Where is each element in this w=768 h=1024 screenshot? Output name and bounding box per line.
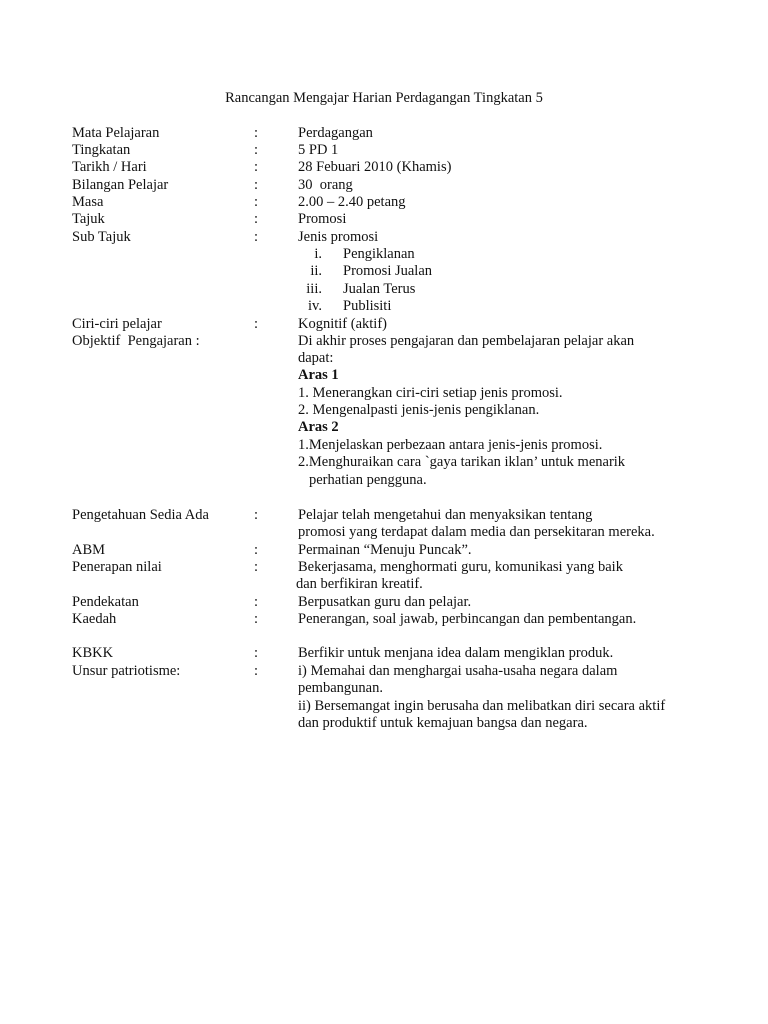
value-mata-pelajaran: Perdagangan xyxy=(298,125,373,141)
value-sub-tajuk: Jenis promosi xyxy=(298,229,379,245)
label-kbkk: KBKK xyxy=(72,645,114,661)
label-tajuk: Tajuk xyxy=(72,211,105,227)
label-pengetahuan-sedia-ada: Pengetahuan Sedia Ada xyxy=(72,507,209,523)
aras-1-item: 1. Menerangkan ciri-ciri setiap jenis promosi. xyxy=(298,385,563,401)
document-title: Rancangan Mengajar Harian Perdagangan Tingkatan 5 xyxy=(225,90,543,106)
value-kaedah: Penerangan, soal jawab, perbincangan dan pembentangan. xyxy=(298,611,637,627)
list-item: Pengiklanan xyxy=(343,246,415,262)
value-masa: 2.00 – 2.40 petang xyxy=(298,194,406,210)
value-abm: Permainan “Menuju Puncak”. xyxy=(298,542,472,558)
colon: : xyxy=(254,663,259,679)
list-number: ii. xyxy=(310,263,322,279)
colon: : xyxy=(254,229,259,245)
colon: : xyxy=(254,177,259,193)
colon: : xyxy=(254,645,259,661)
colon: : xyxy=(254,194,259,210)
value-bilangan-pelajar: 30 orang xyxy=(298,177,353,193)
label-mata-pelajaran: Mata Pelajaran xyxy=(72,125,160,141)
label-tarikh-hari: Tarikh / Hari xyxy=(72,159,147,175)
label-unsur-patriotisme: Unsur patriotisme: xyxy=(72,663,181,679)
aras-1-item: 2. Mengenalpasti jenis-jenis pengiklanan. xyxy=(298,402,540,418)
value-patriotisme-line: i) Memahai dan menghargai usaha-usaha negara dalam xyxy=(298,663,618,679)
colon: : xyxy=(254,611,259,627)
label-objektif-pengajaran: Objektif Pengajaran : xyxy=(72,333,200,349)
value-pendekatan: Berpusatkan guru dan pelajar. xyxy=(298,594,472,610)
list-number: i. xyxy=(314,246,322,262)
label-penerapan-nilai: Penerapan nilai xyxy=(72,559,162,575)
value-patriotisme-line: pembangunan. xyxy=(298,680,383,696)
colon: : xyxy=(254,316,259,332)
value-kbkk: Berfikir untuk menjana idea dalam mengiklan produk. xyxy=(298,645,614,661)
label-abm: ABM xyxy=(72,542,106,558)
colon: : xyxy=(254,559,259,575)
list-item: Jualan Terus xyxy=(343,281,416,297)
label-pendekatan: Pendekatan xyxy=(72,594,139,610)
value-penerapan-line: dan berfikiran kreatif. xyxy=(296,576,423,592)
colon: : xyxy=(254,125,259,141)
aras-1-heading: Aras 1 xyxy=(298,367,339,383)
aras-2-heading: Aras 2 xyxy=(298,419,339,435)
value-penerapan-line: Bekerjasama, menghormati guru, komunikasi yang baik xyxy=(298,559,623,575)
colon: : xyxy=(254,211,259,227)
value-patriotisme-line: dan produktif untuk kemajuan bangsa dan negara. xyxy=(298,715,588,731)
value-patriotisme-line: ii) Bersemangat ingin berusaha dan melibatkan diri secara aktif xyxy=(298,698,666,714)
objektif-intro-line: Di akhir proses pengajaran dan pembelajaran pelajar akan xyxy=(298,333,635,349)
label-tingkatan: Tingkatan xyxy=(72,142,131,158)
colon: : xyxy=(254,542,259,558)
aras-2-item: 2.Menghuraikan cara `gaya tarikan iklan’ untuk menarik xyxy=(298,454,626,470)
list-item: Publisiti xyxy=(343,298,392,314)
list-item: Promosi Jualan xyxy=(343,263,433,279)
aras-2-item: 1.Menjelaskan perbezaan antara jenis-jenis promosi. xyxy=(298,437,603,453)
label-ciri-ciri-pelajar: Ciri-ciri pelajar xyxy=(72,316,162,332)
colon: : xyxy=(254,159,259,175)
label-masa: Masa xyxy=(72,194,104,210)
aras-2-item-continuation: perhatian pengguna. xyxy=(309,472,427,488)
value-ciri-ciri-pelajar: Kognitif (aktif) xyxy=(298,316,387,332)
colon: : xyxy=(254,507,259,523)
list-number: iii. xyxy=(306,281,322,297)
objektif-intro-line: dapat: xyxy=(298,350,334,366)
value-tingkatan: 5 PD 1 xyxy=(298,142,339,158)
value-tajuk: Promosi xyxy=(298,211,347,227)
value-tarikh-hari: 28 Febuari 2010 (Khamis) xyxy=(298,159,452,175)
label-sub-tajuk: Sub Tajuk xyxy=(72,229,131,245)
colon: : xyxy=(254,594,259,610)
value-pengetahuan-line: promosi yang terdapat dalam media dan persekitaran mereka. xyxy=(298,524,655,540)
label-kaedah: Kaedah xyxy=(72,611,117,627)
label-bilangan-pelajar: Bilangan Pelajar xyxy=(72,177,169,193)
value-pengetahuan-line: Pelajar telah mengetahui dan menyaksikan tentang xyxy=(298,507,593,523)
colon: : xyxy=(254,142,259,158)
list-number: iv. xyxy=(308,298,322,314)
